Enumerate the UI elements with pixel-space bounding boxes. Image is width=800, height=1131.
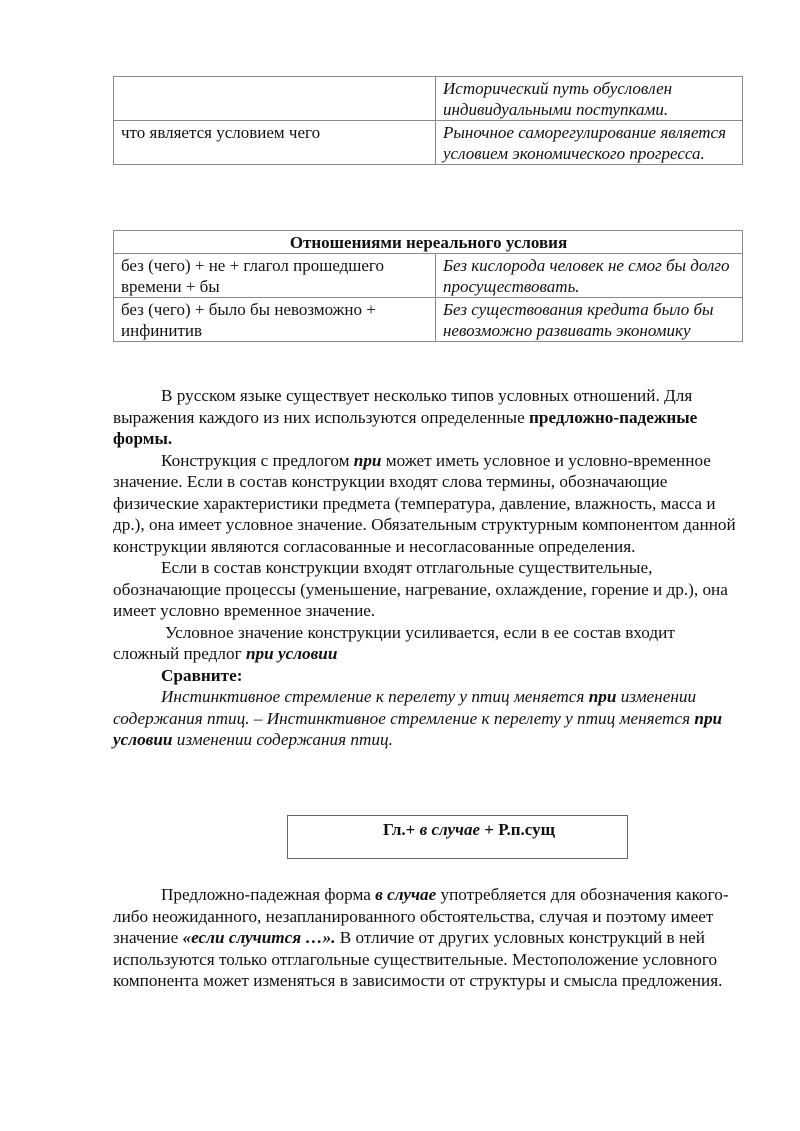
table-cell-example: Без кислорода человек не смог бы долго просуществовать. [436,254,743,298]
body-text [113,385,743,751]
table-cell-example: Рыночное саморегулирование является условием экономического прогресса. [436,121,743,165]
table-header-row [114,231,743,254]
table-cell [114,77,436,121]
example-text: Инстинктивное стремление к перелету у птиц меняется [161,687,589,706]
examples-table-top [113,76,743,165]
paragraph-text: может иметь условное и условно-временное значение. Если в состав конструкции входят слова термины, обозначающие физические характеристики предмета (температура, давление, влажность, масса и др.), она имеет условное значение. Обязательным структурным компонентом данной конструкции являются согласованные и несогласованные определения. [113,450,736,556]
paragraph-text: Если в состав конструкции входят отглагольные существительные, обозначающие процессы (уменьшение, нагревание, охлаждение, горение и др.), она имеет условно временное значение. [113,558,728,620]
phrase-v-sluchae: в случае [375,885,437,904]
paragraph [113,622,743,665]
paragraph [113,450,743,558]
table-row [114,298,743,342]
paragraph-text: Конструкция с предлогом [161,450,354,470]
formula-box [287,815,628,859]
example-text: изменении содержания птиц. – Инстинктивное стремление к перелету у птиц меняется [113,687,697,728]
table-cell: что является условием чего [114,121,436,165]
paragraph-text: Предложно-падежная форма [161,885,376,904]
preposition-pri-uslovii: при условии [245,644,338,663]
paragraph [113,884,743,992]
paragraph-bold: предложно-падежные формы. [113,407,698,448]
paragraph-text: употребляется для обозначения какого-либо неожиданного, незапланированного обстоятельства, случая и поэтому имеет значение [113,885,729,947]
phrase-esli-sluchitsya: «если случится …». [182,928,336,947]
formula-part: + Р.п.сущ [480,820,555,839]
paragraph [113,385,743,450]
table-cell-example: Исторический путь обусловлен индивидуальными поступками. [436,77,743,121]
example-bold: при [588,687,617,706]
table-row [114,121,743,165]
body-text-bottom [113,884,743,992]
formula-part: Гл.+ [383,820,420,839]
table-cell: без (чего) + было бы невозможно + инфинитив [114,298,436,342]
table-cell-example: Без существования кредита было бы невозможно развивать экономику [436,298,743,342]
paragraph-text: В русском языке существует несколько типов условных отношений. Для выражения каждого из них используются определенные [113,386,693,427]
table-cell: без (чего) + не + глагол прошедшего времени + бы [114,254,436,298]
example-text: изменении содержания птиц. [172,730,393,749]
unreal-condition-table [113,230,743,342]
formula-text [383,820,555,840]
compare-example [113,686,743,751]
formula-part-italic: в случае [419,820,481,839]
table-row [114,254,743,298]
paragraph [113,557,743,622]
table-header: Отношениями нереального условия [114,231,743,254]
example-bold: при условии [113,708,723,749]
compare-label [113,665,743,687]
paragraph-text: В отличие от других условных конструкций в ней используются только отглагольные существительные. Местоположение условного компонента может изменяться в зависимости от структуры и смысла предложения. [113,928,723,990]
preposition-pri: при [353,450,382,470]
compare-heading: Сравните: [161,665,243,685]
paragraph-text: Условное значение конструкции усиливается, если в ее состав входит сложный предлог [113,622,675,663]
table-row [114,77,743,121]
